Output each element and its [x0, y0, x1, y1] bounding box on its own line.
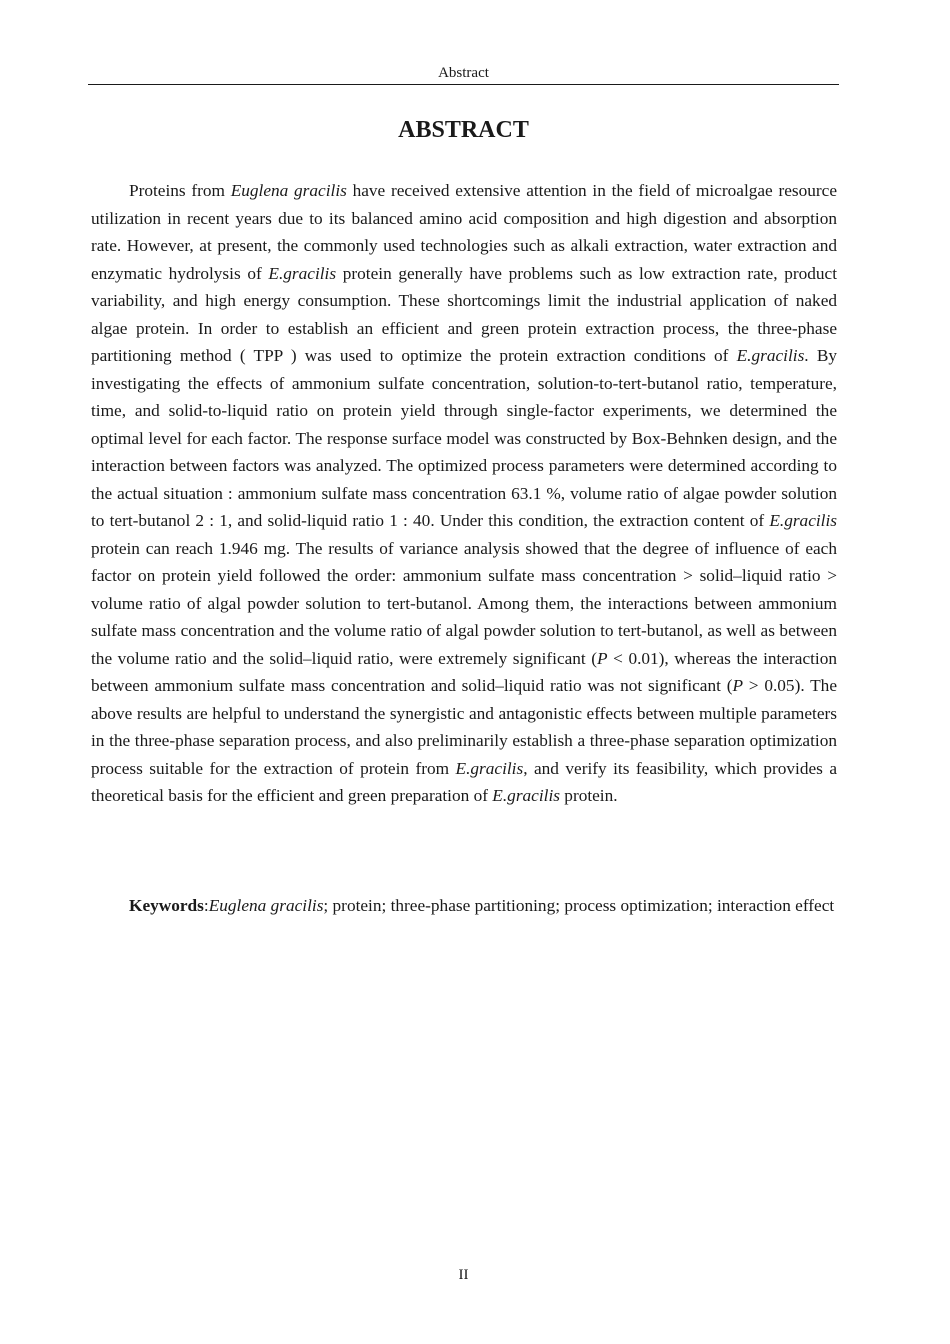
species-abbrev: E.gracilis	[492, 786, 560, 805]
body-text: . By investigating the effects of ammonium sulfate concentration, solution-to-tert-butanol ratio, temperature, time, and solid-to-liquid ratio on protein yield through single-factor experiments, we determined the optimal level for each factor. The response surface model was constructed by Box-Behnken design, and the interaction between factors was analyzed. The optimized process parameters were determined according to the actual situation : ammonium sulfate mass concentration 63.1 %, volume ratio of algae powder solution to tert-butanol 2 : 1, and solid-liquid ratio 1 : 40. Under this condition, the extraction content of	[91, 346, 837, 530]
keywords-separator: :	[203, 896, 209, 915]
p-value-symbol: P	[597, 648, 608, 668]
species-abbrev: E.gracilis	[736, 346, 805, 365]
keywords-label: Keywords	[129, 896, 204, 915]
body-text: Proteins from	[129, 181, 231, 200]
keywords-list: ; protein; three-phase partitioning; process optimization; interaction effect	[323, 896, 835, 915]
body-text: < 0.01), whereas the interaction between ammonium sulfate mass concentration and solid–liquid ratio was not significant (	[91, 648, 837, 695]
header-rule	[88, 84, 839, 85]
page-title: ABSTRACT	[398, 117, 529, 143]
body-text: protein can reach 1.946 mg. The results of variance analysis showed that the degree of influence of each factor on protein yield followed the order: ammonium sulfate mass concentration > solid–liquid ratio > volume ratio of algal powder solution to tert-butanol. Among them, the interactions between ammonium sulfate mass concentration and the volume ratio of algal powder solution to tert-butanol, as well as between the volume ratio and the solid–liquid ratio, were extremely significant (	[91, 538, 837, 668]
species-name: Euglena gracilis	[230, 181, 347, 200]
body-text: have received extensive attention in the field of microalgae resource utilization in recent years due to its balanced amino acid composition and high digestion and absorption rate. However, at present, the commonly used technologies such as alkali extraction, water extraction and enzymatic hydrolysis of	[91, 181, 837, 283]
species-abbrev: E.gracilis	[455, 758, 524, 778]
body-text: , and verify its feasibility, which provides a theoretical basis for the efficient and green preparation of	[91, 758, 838, 805]
abstract-paragraph	[91, 177, 837, 810]
keywords-line	[91, 892, 837, 920]
running-header: Abstract	[438, 65, 489, 81]
species-abbrev: E.gracilis	[769, 511, 837, 530]
body-text: protein generally have problems such as low extraction rate, product variability, and high energy consumption. These shortcomings limit the industrial application of naked algae protein. In order to establish an efficient and green protein extraction process, the three-phase partitioning method ( TPP ) was used to optimize the protein extraction conditions of	[91, 263, 837, 365]
species-abbrev: E.gracilis	[268, 263, 337, 283]
keyword-species: Euglena gracilis	[208, 896, 324, 915]
body-text: > 0.05). The above results are helpful to understand the synergistic and antagonistic effects between multiple parameters in the three-phase separation process, and also preliminarily establish a three-phase separation optimization process suitable for the extraction of protein from	[91, 676, 837, 778]
body-text: protein.	[559, 786, 618, 805]
p-value-symbol: P	[732, 676, 744, 695]
page-number: II	[458, 1267, 469, 1283]
